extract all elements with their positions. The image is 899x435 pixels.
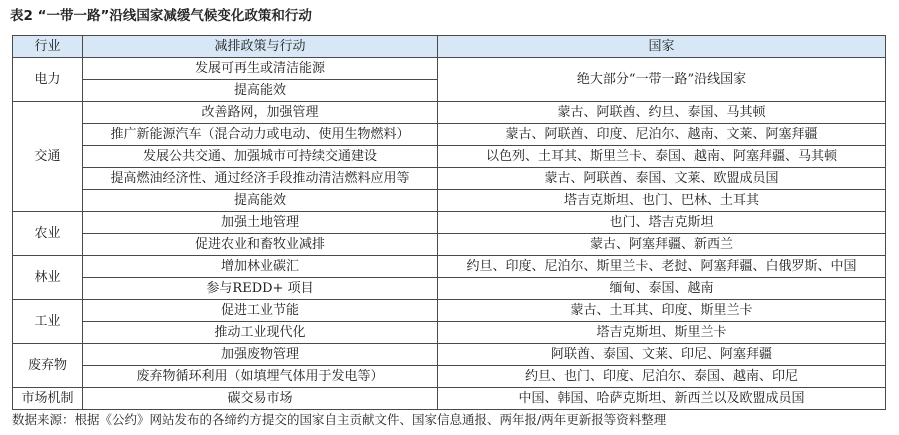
sector-power: 电力 [13,58,83,102]
policy-cell: 发展公共交通、加强城市可持续交通建设 [83,146,438,168]
sector-waste: 废弃物 [13,344,83,388]
policy-cell: 改善路网，加强管理 [83,102,438,124]
table-row [13,366,886,388]
table-row [13,256,886,278]
policy-cell: 推动工业现代化 [83,322,438,344]
table-row [13,234,886,256]
country-cell: 塔吉克斯坦、斯里兰卡 [438,322,886,344]
header-country: 国家 [438,36,886,58]
policy-cell: 发展可再生或清洁能源 [83,58,438,80]
policy-cell: 提高能效 [83,190,438,212]
sector-transport: 交通 [13,102,83,212]
header-row [13,36,886,58]
table-row [13,146,886,168]
country-cell: 以色列、土耳其、斯里兰卡、泰国、越南、阿塞拜疆、马其顿 [438,146,886,168]
table-row [13,322,886,344]
policy-cell: 碳交易市场 [83,388,438,410]
table-row [13,102,886,124]
sector-agriculture: 农业 [13,212,83,256]
table-row [13,168,886,190]
sector-industry: 工业 [13,300,83,344]
header-sector: 行业 [13,36,83,58]
country-cell: 蒙古、阿联酋、约旦、泰国、马其顿 [438,102,886,124]
country-cell: 蒙古、土耳其、印度、斯里兰卡 [438,300,886,322]
table-row [13,212,886,234]
table-row [13,344,886,366]
policy-cell: 促进农业和畜牧业减排 [83,234,438,256]
sector-market: 市场机制 [13,388,83,410]
sector-forestry: 林业 [13,256,83,300]
policy-cell: 增加林业碳汇 [83,256,438,278]
country-cell: 中国、韩国、哈萨克斯坦、新西兰以及欧盟成员国 [438,388,886,410]
table-row [13,190,886,212]
policy-table [12,35,886,410]
policy-cell: 加强废物管理 [83,344,438,366]
country-cell: 阿联酋、泰国、文莱、印尼、阿塞拜疆 [438,344,886,366]
policy-cell: 加强土地管理 [83,212,438,234]
country-cell: 塔吉克斯坦、也门、巴林、土耳其 [438,190,886,212]
policy-cell: 提高燃油经济性、通过经济手段推动清洁燃料应用等 [83,168,438,190]
policy-cell: 促进工业节能 [83,300,438,322]
table-row [13,300,886,322]
country-cell: 也门、塔吉克斯坦 [438,212,886,234]
policy-cell: 推广新能源汽车（混合动力或电动、使用生物燃料） [83,124,438,146]
country-cell: 缅甸、泰国、越南 [438,278,886,300]
source-note: 数据来源：根据《公约》网站发布的各缔约方提交的国家自主贡献文件、国家信息通报、两年报/两年更新报等资料整理 [12,412,667,427]
table-row [13,278,886,300]
country-cell: 约旦、也门、印度、尼泊尔、泰国、越南、印尼 [438,366,886,388]
table-title: 表2 “一带一路”沿线国家减缓气候变化政策和行动 [10,8,312,24]
country-cell: 蒙古、阿联酋、泰国、文莱、欧盟成员国 [438,168,886,190]
country-cell: 蒙古、阿塞拜疆、新西兰 [438,234,886,256]
table-row [13,388,886,410]
policy-cell: 废弃物循环利用（如填埋气体用于发电等） [83,366,438,388]
policy-cell: 参与REDD+ 项目 [83,278,438,300]
policy-cell: 提高能效 [83,80,438,102]
country-cell: 约旦、印度、尼泊尔、斯里兰卡、老挝、阿塞拜疆、白俄罗斯、中国 [438,256,886,278]
table-row [13,58,886,80]
table-row [13,124,886,146]
country-cell: 绝大部分“一带一路”沿线国家 [438,58,886,102]
header-policy: 减排政策与行动 [83,36,438,58]
country-cell: 蒙古、阿联酋、印度、尼泊尔、越南、文莱、阿塞拜疆 [438,124,886,146]
